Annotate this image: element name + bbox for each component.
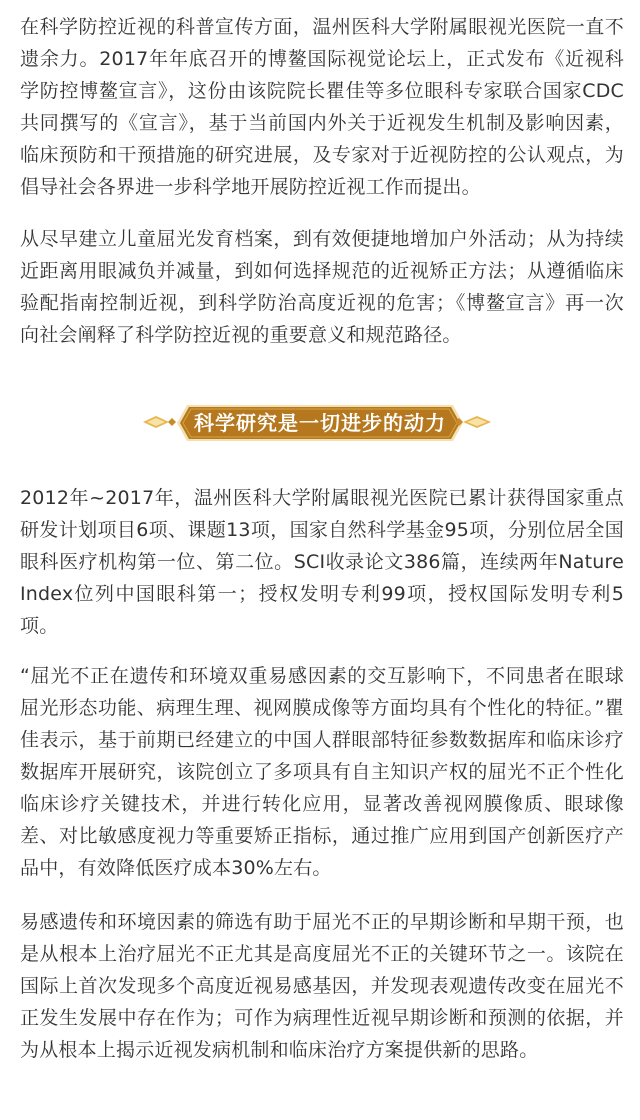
paragraph-5: 易感遗传和环境因素的筛选有助于屈光不正的早期诊断和早期干预，也是从根本上治疗屈光不正尤其是高度屈光不正的关键环节之一。该院在国际上首次发现多个高度近视易感基因，并发现表观遗传改变在屈光不正发生发展中存在作为；可作为病理性近视早期诊断和预测的依据，并为从根本上揭示近视发病机制和临床治疗方案提供新的思路。 — [20, 911, 624, 1061]
ornament-left-icon — [143, 416, 169, 428]
paragraph-2: 从尽早建立儿童屈光发育档案，到有效便捷地增加户外活动；从为持续近距离用眼减负并减量，到如何选择规范的近视矫正方法；从遵循临床验配指南控制近视，到科学防治高度近视的危害；《博鳌宣言》再一次向社会阐释了科学防控近视的重要意义和规范路径。 — [20, 228, 624, 346]
section-heading-text: 科学研究是一切进步的动力 — [194, 411, 446, 435]
paragraph-4: “屈光不正在遗传和环境双重易感因素的交互影响下，不同患者在眼球屈光形态功能、病理生理、视网膜成像等方面均具有个性化的特征。”瞿佳表示，基于前期已经建立的中国人群眼部特征参数数据库和临床诊疗数据库开展研究，该院创立了多项具有自主知识产权的屈光不正个性化临床诊疗关键技术，并进行转化应用，显著改善视网膜像质、眼球像差、对比敏感度视力等重要矫正指标，通过推广应用到国产创新医疗产品中，有效降低医疗成本30%左右。 — [20, 665, 624, 879]
ornament-right-icon — [457, 416, 497, 428]
paragraph-3: 2012年~2017年，温州医科大学附属眼视光医院已累计获得国家重点研发计划项目6项、课题13项，国家自然科学基金95项，分别位居全国眼科医疗机构第一位、第二位。SCI收录论文386篇，连续两年Nature Index位列中国眼科第一；授权发明专利99项，授权国际发明专利5项。 — [20, 487, 624, 637]
ornament-left-dot-icon — [168, 418, 176, 426]
paragraph-1: 在科学防控近视的科普宣传方面，温州医科大学附属眼视光医院一直不遗余力。2017年年底召开的博鳌国际视觉论坛上，正式发布《近视科学防控博鳌宣言》，这份由该院院长瞿佳等多位眼科专家联合国家CDC共同撰写的《宣言》，基于当前国内外关于近视发生机制及影响因素，临床预防和干预措施的研究进展，及专家对于近视防控的公认观点，为倡导社会各界进一步科学地开展防控近视工作而提出。 — [20, 16, 624, 198]
section-heading — [0, 404, 640, 442]
section-banner — [177, 405, 463, 441]
